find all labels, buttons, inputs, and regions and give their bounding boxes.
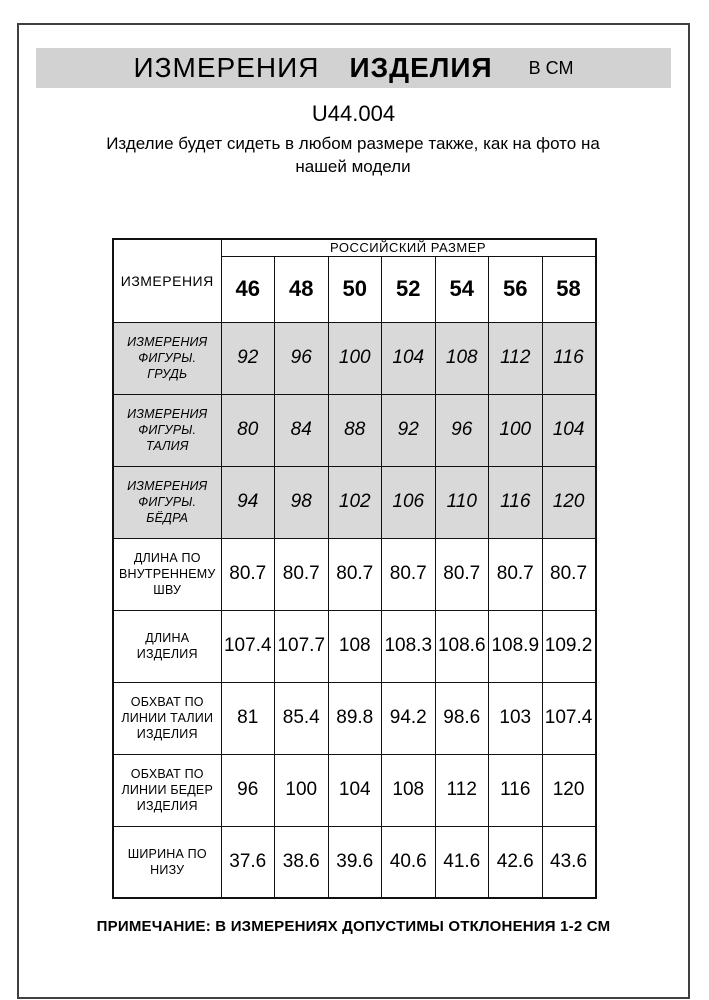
page-frame [17, 23, 690, 999]
value-cell: 98 [275, 466, 329, 538]
value-cell: 116 [542, 322, 596, 394]
value-cell: 80.7 [275, 538, 329, 610]
value-cell: 80.7 [328, 538, 382, 610]
title-unit-cm: В СМ [528, 57, 574, 78]
size-col-header: 50 [328, 256, 382, 322]
table-row [113, 322, 596, 394]
value-cell: 80.7 [435, 538, 489, 610]
value-cell: 108 [435, 322, 489, 394]
value-cell: 94.2 [382, 682, 436, 754]
value-cell: 84 [275, 394, 329, 466]
value-cell: 104 [328, 754, 382, 826]
row-label: ДЛИНА ИЗДЕЛИЯ [113, 610, 221, 682]
value-cell: 80.7 [542, 538, 596, 610]
value-cell: 40.6 [382, 826, 436, 898]
value-cell: 80.7 [382, 538, 436, 610]
value-cell: 116 [489, 754, 543, 826]
row-label: ШИРИНА ПО НИЗУ [113, 826, 221, 898]
value-cell: 37.6 [221, 826, 275, 898]
row-label: ОБХВАТ ПО ЛИНИИ БЕДЕР ИЗДЕЛИЯ [113, 754, 221, 826]
value-cell: 108.3 [382, 610, 436, 682]
value-cell: 107.4 [221, 610, 275, 682]
value-cell: 104 [382, 322, 436, 394]
size-col-header: 48 [275, 256, 329, 322]
value-cell: 42.6 [489, 826, 543, 898]
value-cell: 112 [489, 322, 543, 394]
size-col-header: 52 [382, 256, 436, 322]
fit-description: Изделие будет сидеть в любом размере также, как на фото на нашей модели [106, 134, 600, 176]
row-label: ИЗМЕРЕНИЯ ФИГУРЫ. ТАЛИЯ [113, 394, 221, 466]
title-word-product: ИЗДЕЛИЯ [349, 52, 493, 83]
row-label: ДЛИНА ПО ВНУТРЕННЕМУ ШВУ [113, 538, 221, 610]
size-col-header: 46 [221, 256, 275, 322]
value-cell: 109.2 [542, 610, 596, 682]
row-label: ИЗМЕРЕНИЯ ФИГУРЫ. БЁДРА [113, 466, 221, 538]
row-label: ИЗМЕРЕНИЯ ФИГУРЫ. ГРУДЬ [113, 322, 221, 394]
value-cell: 102 [328, 466, 382, 538]
value-cell: 38.6 [275, 826, 329, 898]
table-row [113, 682, 596, 754]
table-row [113, 538, 596, 610]
value-cell: 96 [435, 394, 489, 466]
table-row [113, 826, 596, 898]
tolerance-note: ПРИМЕЧАНИЕ: В ИЗМЕРЕНИЯХ ДОПУСТИМЫ ОТКЛОНЕНИЯ 1-2 СМ [96, 918, 611, 935]
value-cell: 89.8 [328, 682, 382, 754]
value-cell: 103 [489, 682, 543, 754]
russian-size-header: РОССИЙСКИЙ РАЗМЕР [221, 239, 596, 256]
value-cell: 96 [275, 322, 329, 394]
value-cell: 107.7 [275, 610, 329, 682]
title-band [36, 48, 671, 88]
size-col-header: 58 [542, 256, 596, 322]
value-cell: 100 [328, 322, 382, 394]
value-cell: 120 [542, 754, 596, 826]
value-cell: 108.9 [489, 610, 543, 682]
value-cell: 41.6 [435, 826, 489, 898]
value-cell: 112 [435, 754, 489, 826]
product-code: U44.004 [311, 101, 396, 126]
table-row [113, 754, 596, 826]
title-word-measurements: ИЗМЕРЕНИЯ [133, 52, 320, 83]
value-cell: 94 [221, 466, 275, 538]
measurements-corner-label: ИЗМЕРЕНИЯ [113, 239, 221, 322]
value-cell: 81 [221, 682, 275, 754]
value-cell: 108.6 [435, 610, 489, 682]
table-row [113, 394, 596, 466]
value-cell: 98.6 [435, 682, 489, 754]
value-cell: 92 [221, 322, 275, 394]
value-cell: 107.4 [542, 682, 596, 754]
value-cell: 110 [435, 466, 489, 538]
value-cell: 80.7 [489, 538, 543, 610]
value-cell: 92 [382, 394, 436, 466]
value-cell: 100 [489, 394, 543, 466]
size-col-header: 54 [435, 256, 489, 322]
value-cell: 39.6 [328, 826, 382, 898]
size-table [112, 238, 597, 899]
group-header-row [113, 239, 596, 256]
value-cell: 116 [489, 466, 543, 538]
value-cell: 108 [328, 610, 382, 682]
value-cell: 80.7 [221, 538, 275, 610]
value-cell: 120 [542, 466, 596, 538]
table-row [113, 466, 596, 538]
value-cell: 100 [275, 754, 329, 826]
value-cell: 106 [382, 466, 436, 538]
value-cell: 108 [382, 754, 436, 826]
value-cell: 43.6 [542, 826, 596, 898]
value-cell: 88 [328, 394, 382, 466]
value-cell: 80 [221, 394, 275, 466]
value-cell: 85.4 [275, 682, 329, 754]
measurements-tbody [113, 322, 596, 898]
table-row [113, 610, 596, 682]
size-col-header: 56 [489, 256, 543, 322]
value-cell: 96 [221, 754, 275, 826]
row-label: ОБХВАТ ПО ЛИНИИ ТАЛИИ ИЗДЕЛИЯ [113, 682, 221, 754]
value-cell: 104 [542, 394, 596, 466]
